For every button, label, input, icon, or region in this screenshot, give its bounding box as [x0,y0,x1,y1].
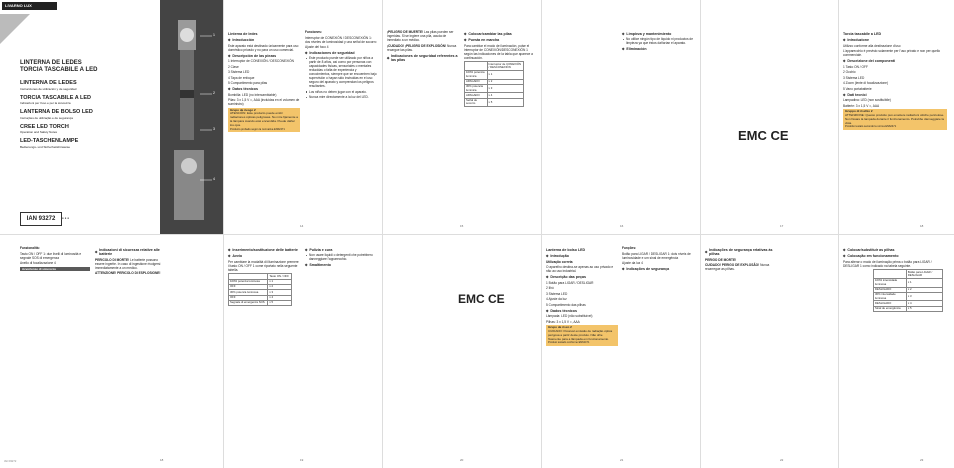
footer-code: IAN 93272 [4,460,17,463]
section-bullet-icon [464,39,467,42]
it-intro-sub: Utilizzo conforme alla destinazione d'uso [843,43,901,48]
callout-2: 2 [213,91,215,95]
warning-text: CUIDADO: Possível emissão de radiação óptica perigosa a partir deste produto. Não olhe fixamente para a lâmpada em funcionamento. [548,328,613,341]
es-column-5 [622,30,694,53]
warning-text: ATTENZIONE: Questo prodotto può emettere radiazioni ottiche pericolose. Non fissare la lampada durante il funzionamento. Potrebbe danneggiare la vista. [845,112,945,125]
es-column-1 [228,30,300,134]
pt-intro-text: O aparelho destina-se apenas ao uso privado e não ao uso industrial. [546,265,614,274]
section-bullet-icon [305,264,308,267]
it-safety-banner: Avvertenze di sicurezza [20,267,90,271]
it-functions-label: Funzionalità: [20,246,40,250]
es-spec: Bombilla: LED (no intercambiable) [228,92,277,97]
table-row: APAGADO x 4 [465,93,524,98]
section-title: Indicaciones de seguridad referentes a las pilas [390,53,458,62]
section-bullet-icon [228,255,231,258]
section-bullet-icon [843,93,846,96]
it-functions-text: Tasto ON / OFF 1: due livelli di luminosità e segnale SOS di emergenza [20,251,82,260]
es-danger-text: ¡PELIGRO DE MUERTE! Las pilas pueden ser ingeridas. Si se ingiere una pila, acuda de inmediato a un médico. [387,30,454,42]
es-warning-box [228,108,300,133]
cover-lang-item [20,95,150,106]
callout-1: 1 [213,33,215,37]
es-part: 2 Clave [228,64,239,69]
it-cleaning-section [305,248,377,252]
es-mode-table [464,61,524,107]
es-column-3 [387,30,459,63]
pt-insert-section [843,248,947,252]
section-title: Smaltimento [309,263,331,268]
es-explosion-text: ¡CUIDADO! ¡PELIGRO DE EXPLOSIÓN! Nunca recargue las pilas. [387,43,457,52]
cover-lang-sub: Instrucciones de utilización y de seguridad [20,86,77,91]
es-functions-text: Interruptor de CONEXIÓN / DESCONEXIÓN 1: dos niveles de luminosidad y una señal de socorro [305,35,377,44]
pt-startup-section [843,254,947,258]
it-danger-text: PERICOLO DI MORTE! Le batterie possono essere ingerite. In caso di ingestione rivolgersi immediatamente a un medico. [95,257,161,270]
section-title: Introducción [232,38,255,43]
section-bullet-icon [228,249,231,252]
es-part: 3 Sistema LED [228,70,250,75]
table-row: 100% intensidade luminosa x 1 [874,278,943,287]
pt-intro-sub: Utilização correta [546,259,573,264]
page-number: 19 [300,458,304,462]
table-row: OFF x 2 [229,284,292,289]
section-title: Inserimento/sostituzione delle batterie [232,248,298,252]
page-number: 21 [620,458,624,462]
pt-safety-section [622,267,694,271]
it-battery-safety-section [95,248,167,257]
cover-lang-sub: Bedienungs- und Sicherheitshinweise [20,144,71,149]
section-title: Indicações de segurança [626,267,670,271]
warning-title: Gruppo di rischio 2 [845,109,873,114]
section-title: Dados técnicos [550,308,577,313]
it-part: 1 Tasto ON / OFF [843,64,868,69]
es-safety-item: Nunca mire directamente a la luz del LED. [305,95,377,99]
es-functions-label: Funciones: [305,30,323,34]
warning-footnote: Producto probado según la normativa EN62471 [230,127,285,131]
section-title: Datos técnicos [232,87,258,92]
cover-lang-item [20,138,150,149]
section-title: Descrição das peças [550,275,586,280]
pt-zoom-text: Ajuste da luz 4 [622,261,643,265]
page-number: 15 [460,224,464,228]
warning-footnote: Prodotto testato secondo la norma EN62471 [845,125,897,129]
section-bullet-icon [305,249,308,252]
pt-spec: Pilhas: 3 x 1,5 V =, AAA [546,319,580,324]
pt-desc-section [546,275,618,279]
it-warning-box [843,109,947,130]
ian-box: IAN 93272 [20,212,62,226]
table-row: DESLIGADO x 4 [874,301,943,306]
corner-flag [0,14,30,44]
table-row: APAGADO x 2 [465,79,524,84]
pt-part: 2 Ilhó [546,286,554,291]
section-bullet-icon [622,33,625,36]
cover-lang-sub: Indicazioni per l'uso e per la sicurezza [20,101,71,105]
section-title: Pulizia e cura [309,248,333,252]
es-heading: Linterna de ledes [228,32,258,36]
es-intro-section [228,38,300,42]
pt-column-2 [622,246,694,272]
pt-part: 5 Compartimento das pilhas [546,302,586,307]
es-zoom-text: Ajuste del foco 4 [305,45,329,49]
section-bullet-icon [228,88,231,91]
section-bullet-icon [546,276,549,279]
it-insert-section [228,248,300,252]
pt-functions-label: Funções: [622,246,637,250]
it-heading: Torcia tascabile a LED [843,32,882,36]
it-emc-mark: EMC CE [458,292,505,306]
it-column-1 [843,30,947,132]
pt-intro-section [546,254,618,258]
pt-startup-text: Para alterar o modo de iluminação prima o botão para LIGAR / DESLIGAR 1 como indicado na tabela seguinte. [843,259,932,268]
ce-icon: CE [770,128,789,143]
pt-part: 3 Sistema LED [546,291,568,296]
cover-title-2: TORCIA TASCABILE A LED [20,67,98,73]
page-number: 18 [160,458,164,462]
table-row: OFF x 4 [229,295,292,300]
it-part: 3 Sistema LED [843,75,865,80]
warning-footnote: Produto testado conforme EN62471 [548,341,590,345]
section-title: Avvio [232,254,243,259]
it-disposal-section [305,263,377,267]
it-spec: Batterie: 3 x 1,5 V =, AAA [843,103,880,108]
it-startup-section [228,254,300,258]
section-bullet-icon [622,48,625,51]
callout-4: 4 [213,177,215,181]
section-bullet-icon [843,249,846,252]
es-startup-text: Para cambiar el modo de iluminación, pulse el interruptor de CONEXIÓN/DESCONEXIÓN 1 según las indicaciones de la tabla que aparece a continuación. [464,43,533,60]
pt-explosion-text: CUIDADO! PERIGO DE EXPLOSÃO! Nunca recarregue as pilhas. [705,263,770,272]
section-bullet-icon [622,268,625,271]
table-header: Tasto ON / OFF [268,274,292,279]
pt-column-4 [843,246,947,312]
it-startup-text: Per cambiare la modalità di illuminazione premere il tasto ON / OFF 1 come riportato nella seguente tabella. [228,259,299,272]
es-startup-section [464,38,536,42]
section-bullet-icon [546,309,549,312]
page-number: 16 [620,224,624,228]
table-row: 30% potencia lumínica x 3 [465,84,524,93]
pt-mode-table [873,269,943,312]
es-battery-section [464,32,536,36]
section-bullet-icon [94,251,97,254]
warning-title: Grupo de riesgo 2 [230,107,256,112]
es-spec: Pilas: 3 x 1,5 V =, AAA (incluidas en el volumen de suministro) [228,98,300,107]
section-title: Indicaciones de seguridad [309,51,355,55]
es-disposal-section [622,47,694,51]
section-bullet-icon [386,56,389,59]
lang-flags: ● ● ● [62,216,70,220]
section-bullet-icon [305,52,308,55]
it-part: 2 Occhio [843,70,856,75]
cover-lang-item [20,109,150,120]
callout-3: 3 [213,127,215,131]
section-title: Limpieza y mantenimiento [626,32,672,36]
section-title: Colocar/substituir as pilhas [847,248,895,252]
es-safety-item: Los niños no deben jugar con el aparato. [305,90,377,94]
section-title: Introduzione [847,38,869,43]
pt-data-section [546,309,618,313]
page-number: 22 [780,458,784,462]
it-zoom-text: Anello di focalizzazione 4 [20,261,56,265]
pt-heading: Lanterna de bolso LED [546,248,586,252]
es-data-section [228,87,300,91]
section-title: Descripción de las piezas [232,53,277,58]
it-cleaning-text: Non usare liquidi o detergenti che potrebbero danneggiare l'apparecchio. [305,253,377,261]
cover-panel [0,0,160,234]
warning-text: ATENCIÓN: Este producto puede emitir radiaciones ópticas peligrosas. No mire fijamente a la lámpara cuando esté encendida. Puede dañar los ojos. [230,111,298,127]
es-part: 1 Interruptor de CONEXIÓN / DESCONEXIÓN [228,59,294,64]
it-desc-section [843,59,947,63]
it-part: 4 Zoom (lente di focalizzazione) [843,81,889,86]
pt-column-1 [546,246,618,348]
es-safety-item: Este producto puede ser utilizado por niños a partir de 8 años, así como por personas con capacidades físicas, sensoriales o mentales reducidas o falta de experiencia y conocimientos, siempre que se encuentren bajo supervisión o hayan sido instruidas en el uso seguro del aparato y comprendan los peligros resultantes. [305,56,377,88]
section-title: Puesta en marcha [468,38,500,43]
section-bullet-icon [843,255,846,258]
section-bullet-icon [843,39,846,42]
it-data-section [843,93,947,97]
es-cleaning-text: No utilice ningún tipo de líquido ni productos de limpieza ya que éstos dañarían el aparato. [622,37,694,45]
es-cleaning-section [622,32,694,36]
pt-functions-text: Botão para LIGAR / DESLIGAR 1: dois níveis de luminosidade e um sinal de emergência [622,251,691,260]
pt-column-3 [705,246,777,273]
pt-battery-safety-section [705,248,777,257]
section-title: Colocar/cambiar las pilas [468,32,512,36]
cover-lang-sub: Operation and Safety Notes [20,130,58,134]
brand-logo: LIVARNO LUX [2,2,57,10]
section-title: Introdução [550,254,569,259]
it-column-5 [305,246,377,269]
it-intro-text: L'apparecchio è previsto solamente per l'uso privato e non per quello commerciale. [843,49,941,58]
cover-title-1: LINTERNA DE LEDES [20,60,82,66]
cover-lang-item [20,80,150,91]
section-title: Indicações de segurança relativas às pilhas [709,248,773,257]
table-row: 100% potenza luminosa x 1 [229,279,292,284]
section-title: Colocação em funcionamento [847,254,899,259]
page-number: 20 [460,458,464,462]
es-safety-section [305,51,377,55]
cover-lang-title: LED-TASCHENLAMPE [20,138,79,144]
table-row: Sinal de emergência x 5 [874,306,943,311]
it-explosion-text: ATTENZIONE! PERICOLO DI ESPLOSIONE! [95,271,161,276]
page-number: 23 [920,458,924,462]
cover-lang-title: CREE LED TORCH [20,123,69,130]
section-bullet-icon [546,255,549,258]
section-bullet-icon [704,251,707,254]
page-number: 14 [300,224,304,228]
product-image-panel [160,0,223,234]
table-header: Interruptor de CONEXIÓN / DESCONEXIÓN [487,62,523,71]
pt-danger-text: PERIGO DE MORTE! [705,257,737,262]
it-column-4 [228,246,300,306]
section-bullet-icon [228,39,231,42]
section-bullet-icon [464,33,467,36]
it-column-2 [20,246,90,273]
es-column-2 [305,30,377,101]
cover-lang-item [20,124,150,135]
section-bullet-icon [228,54,231,57]
cover-lang-title: LINTERNA DE LEDES [20,80,77,86]
cover-lang-sub: Instruções de utilização e de segurança [20,115,73,120]
cover-lang-title: TORCIA TASCABILE A LED [20,94,91,101]
section-bullet-icon [843,60,846,63]
pt-part: 4 Ajuste da luz [546,297,567,302]
it-spec: Lampadina: LED (non sostituibile) [843,98,891,103]
section-title: Eliminación [626,47,647,52]
table-row: 30% potenza luminosa x 3 [229,290,292,295]
pt-spec: Lâmpada: LED (não substituível) [546,314,593,319]
es-emc-mark: EMC CE [738,128,789,143]
table-row: 30% intensidade luminosa x 3 [874,292,943,301]
table-row: Segnale di emergenza SOS x 5 [229,300,292,305]
pt-warning-box [546,325,618,346]
it-intro-section [843,38,947,42]
es-column-4 [464,30,536,107]
section-title: Dati tecnici [847,92,867,97]
it-column-3 [95,246,167,277]
es-part: 4 Tapa de enfoque [228,75,255,80]
cover-lang-title: LANTERNA DE BOLSO LED [20,109,93,115]
it-mode-table [228,273,292,306]
section-title: Indicazioni di sicurezza relative alle batterie [99,248,160,257]
warning-title: Grupo de risco 2 [548,325,572,330]
table-row: DESLIGADO x 2 [874,287,943,292]
es-intro-text: Este aparato está destinado únicamente para uso doméstico privado y no para un uso comercial. [228,43,299,52]
pt-part: 1 Botão para LIGAR / DESLIGAR [546,280,594,285]
es-part: 5 Compartimento para pilas [228,81,268,86]
table-row: Señal de socorro x 5 [465,98,524,107]
table-row: 100% potencia lumínica x 1 [465,70,524,79]
it-part: 5 Vano portabatterie [843,86,872,91]
page-number: 17 [780,224,784,228]
es-desc-section [228,54,300,58]
ce-icon: CE [488,292,505,306]
table-header: Botão para LIGAR / DESLIGAR [906,270,942,279]
es-battery-safety-section [387,54,459,63]
page-number: 18 [920,224,924,228]
section-title: Descrizione dei componenti [847,59,896,64]
